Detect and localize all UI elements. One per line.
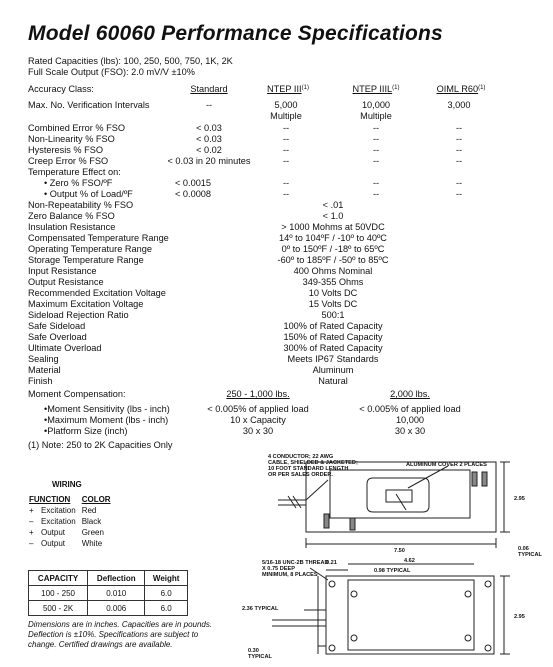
spec-row-label: Material — [28, 365, 61, 375]
spec-row-label: Compensated Temperature Range — [28, 233, 169, 243]
wiring-sign: + — [29, 506, 34, 515]
thread-note: 5/16-18 UNC-2B THREAD X 0.75 DEEP MINIMUM, 8 PLACES — [262, 560, 329, 578]
class-row-ntep3l: -- — [372, 156, 380, 166]
spec-row-value: 14º to 104ºF / -10º to 40ºC — [279, 233, 387, 243]
spec-row-value: < .01 — [322, 200, 344, 210]
moment-row-v2: < 0.005% of applied load — [359, 404, 461, 414]
spec-row-value: > 1000 Mohms at 50VDC — [281, 222, 385, 232]
spec-row-label: Finish — [28, 376, 53, 386]
load-cell-drawing — [228, 452, 550, 664]
wiring-color: Green — [81, 528, 104, 537]
moment-row-v1: 30 x 30 — [242, 426, 274, 436]
spec-row-value: 100% of Rated Capacity — [283, 321, 383, 331]
dimensions-note: Dimensions are in inches. Capacities are in pounds. Deflection is ±10%. Specifications are subject to change. Certified drawings are available. — [28, 620, 213, 649]
wiring-row — [26, 516, 114, 527]
verification-standard: -- — [205, 100, 213, 110]
verification-label: Max. No. Verification Intervals — [28, 100, 150, 110]
moment-row-v1: 10 x Capacity — [230, 415, 286, 425]
temp-row-ntep3: -- — [282, 178, 290, 188]
class-row-ntep3l: -- — [372, 145, 380, 155]
wiring-color: Black — [81, 517, 102, 526]
spec-row-value: 0º to 150ºF / -18º to 65ºC — [281, 244, 385, 254]
cable-note: 4 CONDUCTOR; 22 AWG CABLE, SHIELDED & JACKETED; 10 FOOT STANDARD LENGTH OR PER SALES ORDER. — [268, 454, 358, 478]
wiring-color: Red — [81, 506, 97, 515]
spec-row-value: 300% of Rated Capacity — [283, 343, 383, 353]
class-row-label: Combined Error % FSO — [28, 123, 126, 133]
class-row-label: Creep Error % FSO — [28, 156, 109, 166]
capacity-cell: 0.010 — [88, 586, 145, 601]
verification-ntep3-sub: Multiple — [270, 111, 302, 121]
footnote: (1) Note: 250 to 2K Capacities Only — [28, 440, 173, 450]
wiring-function: Output — [41, 539, 66, 548]
moment-row-label: •Maximum Moment (lbs - inch) — [44, 415, 169, 425]
temp-row-oiml: -- — [455, 189, 463, 199]
spec-row-value: 150% of Rated Capacity — [283, 332, 383, 342]
wiring-row — [26, 505, 114, 516]
full-scale-output: Full Scale Output (FSO): 2.0 mV/V ±10% — [28, 67, 195, 77]
class-row-standard: < 0.03 in 20 minutes — [167, 156, 251, 166]
capacity-table — [28, 570, 188, 616]
capacity-cell: 500 - 2K — [29, 601, 88, 616]
verification-ntep3l-sub: Multiple — [360, 111, 392, 121]
moment-row-v1: < 0.005% of applied load — [207, 404, 309, 414]
page-title: Model 60060 Performance Specifications — [28, 22, 443, 45]
dim-030-typical: TYPICAL — [248, 654, 272, 660]
spec-row-value: 349-355 Ohms — [302, 277, 364, 287]
temp-row-standard: < 0.0008 — [175, 189, 212, 199]
class-row-standard: < 0.02 — [196, 145, 222, 155]
spec-row-label: Sealing — [28, 354, 59, 364]
spec-row-label: Safe Sideload — [28, 321, 86, 331]
class-row-oiml: -- — [455, 134, 463, 144]
dim-021: 0.21 — [326, 560, 337, 566]
wiring-function: Excitation — [41, 517, 76, 526]
spec-row-value: < 1.0 — [322, 211, 344, 221]
dim-098: 0.98 TYPICAL — [374, 568, 411, 574]
capacity-cell: 100 - 250 — [29, 586, 88, 601]
dim-height-top: 2.95 — [514, 496, 525, 502]
class-row-oiml: -- — [455, 123, 463, 133]
class-row-ntep3l: -- — [372, 134, 380, 144]
spec-row-label: Operating Temperature Range — [28, 244, 152, 254]
col-ntep3l: NTEP IIIL$^{(1)}$ — [352, 84, 400, 94]
wiring-row — [26, 538, 114, 549]
col-oiml: OIML R60$^{(1)}$ — [436, 84, 486, 94]
capacity-header: CAPACITY — [29, 571, 88, 586]
spec-row-label: Zero Balance % FSO — [28, 211, 115, 221]
temp-row-oiml: -- — [455, 178, 463, 188]
wiring-sign: + — [29, 528, 34, 537]
capacity-cell: 6.0 — [145, 601, 188, 616]
col-standard: Standard — [190, 84, 228, 94]
temp-row-ntep3l: -- — [372, 189, 380, 199]
dim-006: 0.06 — [518, 546, 529, 552]
spec-row-label: Storage Temperature Range — [28, 255, 144, 265]
wiring-col-function: FUNCTION — [29, 495, 71, 504]
dim-006-typical: TYPICAL — [518, 552, 542, 558]
spec-row-label: Safe Overload — [28, 332, 87, 342]
spec-row-label: Maximum Excitation Voltage — [28, 299, 144, 309]
class-row-ntep3l: -- — [372, 123, 380, 133]
spec-row-value: 500:1 — [321, 310, 345, 320]
class-row-label: Non-Linearity % FSO — [28, 134, 115, 144]
temp-row-label: • Zero % FSO/ºF — [44, 178, 113, 188]
verification-ntep3: 5,000 — [274, 100, 298, 110]
capacity-cell: 6.0 — [145, 586, 188, 601]
verification-ntep3l: 10,000 — [361, 100, 391, 110]
moment-label: Moment Compensation: — [28, 389, 126, 399]
wiring-title: WIRING — [52, 480, 82, 489]
spec-row-label: Sideload Rejection Ratio — [28, 310, 129, 320]
wiring-sign: – — [29, 517, 34, 526]
moment-row-label: •Moment Sensitivity (lbs - inch) — [44, 404, 170, 414]
accuracy-class-label: Accuracy Class: — [28, 84, 94, 94]
class-row-ntep3: -- — [282, 156, 290, 166]
col-ntep3: NTEP III$^{(1)}$ — [267, 84, 309, 94]
moment-row-label: •Platform Size (inch) — [44, 426, 128, 436]
spec-row-value: -60º to 185ºF / -50º to 85ºC — [277, 255, 389, 265]
capacity-row — [29, 601, 188, 616]
rated-capacities: Rated Capacities (lbs): 100, 250, 500, 750, 1K, 2K — [28, 56, 233, 66]
moment-col1: 250 - 1,000 lbs. — [226, 389, 290, 399]
spec-row-label: Input Resistance — [28, 266, 97, 276]
wiring-row — [26, 527, 114, 538]
class-row-ntep3: -- — [282, 123, 290, 133]
dim-236: 2.36 TYPICAL — [242, 606, 279, 612]
spec-row-value: 15 Volts DC — [308, 299, 358, 309]
dim-462: 4.62 — [404, 558, 415, 564]
spec-row-value: Natural — [318, 376, 348, 386]
spec-row-value: Meets IP67 Standards — [287, 354, 379, 364]
moment-row-v2: 30 x 30 — [394, 426, 426, 436]
wiring-color: White — [81, 539, 103, 548]
class-row-ntep3: -- — [282, 134, 290, 144]
dim-030: 0.30 — [248, 648, 259, 654]
temp-row-ntep3l: -- — [372, 178, 380, 188]
wiring-function: Output — [41, 528, 66, 537]
class-row-oiml: -- — [455, 145, 463, 155]
side-view-body — [306, 462, 496, 532]
capacity-cell: 0.006 — [88, 601, 145, 616]
spec-row-label: Recommended Excitation Voltage — [28, 288, 166, 298]
temp-row-ntep3: -- — [282, 189, 290, 199]
capacity-row — [29, 586, 188, 601]
class-row-standard: < 0.03 — [196, 123, 222, 133]
dim-height-bottom: 2.95 — [514, 614, 525, 620]
wiring-col-color: COLOR — [81, 495, 111, 504]
class-row-ntep3: -- — [282, 145, 290, 155]
spec-row-label: Non-Repeatability % FSO — [28, 200, 134, 210]
temp-effect-label: Temperature Effect on: — [28, 167, 121, 177]
capacity-header: Deflection — [88, 571, 145, 586]
temp-row-standard: < 0.0015 — [175, 178, 212, 188]
spec-row-label: Output Resistance — [28, 277, 104, 287]
spec-row-value: 10 Volts DC — [308, 288, 358, 298]
wiring-sign: – — [29, 539, 34, 548]
moment-col2: 2,000 lbs. — [390, 389, 430, 399]
spec-row-value: 400 Ohms Nominal — [293, 266, 373, 276]
capacity-header: Weight — [145, 571, 188, 586]
side-view-cover — [330, 470, 470, 518]
spec-row-value: Aluminum — [312, 365, 354, 375]
class-row-label: Hysteresis % FSO — [28, 145, 104, 155]
wiring-table — [26, 494, 114, 549]
class-row-oiml: -- — [455, 156, 463, 166]
temp-row-label: • Output % of Load/ºF — [44, 189, 133, 199]
spec-row-label: Ultimate Overload — [28, 343, 102, 353]
verification-oiml: 3,000 — [447, 100, 471, 110]
spec-row-label: Insulation Resistance — [28, 222, 116, 232]
cover-note: ALUMINUM COVER 2 PLACES — [406, 462, 487, 468]
class-row-standard: < 0.03 — [196, 134, 222, 144]
top-view-body — [326, 576, 494, 654]
moment-row-v2: 10,000 — [395, 415, 425, 425]
wiring-function: Excitation — [41, 506, 76, 515]
dim-length: 7.50 — [394, 548, 405, 554]
